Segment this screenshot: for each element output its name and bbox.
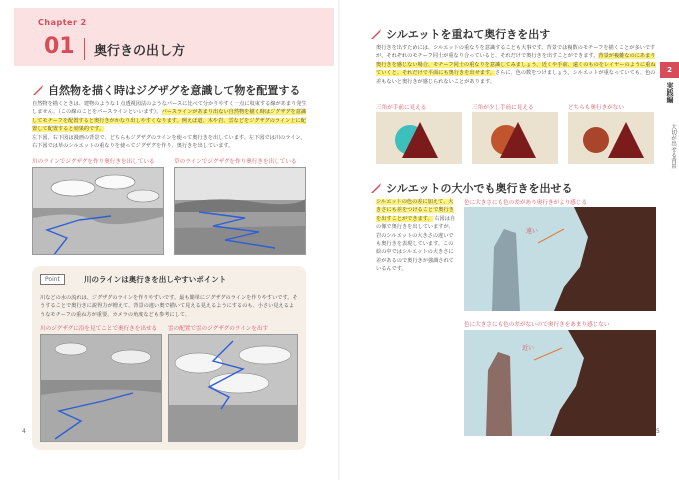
caption-size-difference: 色に大きさにも色の差があり奥行きがより感じる [464, 200, 588, 206]
circle-triangle-2 [472, 112, 558, 164]
silhouette-paragraph-2: さらに、色の数をつけましょう。シルエットが重なっていても、色の差もないと奥行きが感じられないことがあります。 [376, 70, 656, 85]
side-tab-title: 実践編 [666, 82, 674, 103]
caption-triangle-slightly-front: 三角が少し手前に見える [472, 105, 534, 111]
point-caption-2: 雲の配置で雲のジグザグのラインを出す [168, 326, 269, 332]
chapter-title: 奥行きの出し方 [94, 44, 186, 59]
size-body [376, 198, 456, 274]
chapter-number: 01 [44, 34, 75, 59]
size-paragraph: 右図は自の像で奥行きを出していますが、岩のシルエットの大きさの違いでも奥行きを表現しています。この絵の中ではシルエットの大きさに差があるので奥行きが強調されているんです。 [376, 215, 456, 273]
rock-cliff-illustration-1 [464, 207, 656, 311]
silhouette-body [376, 44, 656, 86]
brush-icon [32, 84, 44, 96]
figure-caption-1: 川のラインでジグザグを作り奥行きを出している [32, 159, 155, 165]
body-paragraph-2: 左下図、右下図は漫画の背景で、どちらもジグザグのラインを使って奥行きを出しています。左下図では川のライン、右下図では草のシルエットの重なりを使ってジグザグを作り、奥行きを出しています。 [32, 134, 306, 150]
grass-illustration [175, 168, 306, 255]
section-heading-size-text: シルエットの大小でも奥行きを出せる [386, 182, 573, 195]
shape-example-3 [568, 112, 654, 164]
point-badge: Point [40, 274, 65, 285]
rock-cliff-illustration-2 [464, 330, 656, 436]
right-page [340, 0, 679, 480]
caption-size-no-difference: 色に大きさにも色の差がないので奥行きをあまり感じない [464, 322, 610, 328]
point-caption-1: 川のジグザグに沿を見てことで奥行きを出せる [40, 326, 158, 332]
manga-river-image [32, 167, 164, 255]
point-image-right [168, 334, 298, 442]
circle-triangle-1 [376, 112, 462, 164]
label-far: 遠い [526, 228, 539, 235]
point-image-left [40, 334, 162, 442]
chapter-label: Chapter 2 [38, 18, 87, 27]
page-number-left: 4 [22, 428, 26, 435]
shape-example-1 [376, 112, 462, 164]
section-heading-size [370, 180, 573, 196]
label-near: 近い [522, 345, 535, 352]
silhouette-paragraph-1: 奥行きを出すためには、シルエットの重なりを意識することも大事です。背景では複数のモチーフを描くことが多いですが、それぞれのモチーフ同士が重なり合っていると、それだけで奥行きを出すことができます。 [376, 45, 656, 60]
circle-triangle-3 [568, 112, 654, 164]
figure-caption-2: 草のラインでジグザグを作り奥行きを出している [174, 159, 297, 165]
size-highlight: シルエットの色の差に加えて、大きさにも差をつけることで奥行きを出すことができます。 [376, 199, 454, 222]
manga-grass-image [174, 167, 306, 255]
section-heading-silhouette-text: シルエットを重ねて奥行きを出す [386, 28, 551, 41]
section-heading-text: 自然物を描く時はジグザグを意識して物を配置する [48, 84, 301, 97]
chapter-header [14, 8, 334, 66]
silhouette-image-2 [464, 330, 656, 436]
body-paragraph-1: 自然物を描くときは、建物のような１点透視図法のようなパースに比べて分かりやすく一点に収束する線があまり発生しません。（この線のことをパースラインといいます）。 [32, 101, 307, 116]
caption-no-depth: どちらも奥行きがない [568, 105, 624, 111]
brush-icon [370, 28, 382, 40]
shape-example-2 [472, 112, 558, 164]
chapter-divider [84, 38, 85, 60]
section-body [32, 100, 308, 150]
page-number-right: 5 [656, 428, 660, 435]
silhouette-image-1 [464, 207, 656, 311]
section-heading-silhouette [370, 26, 550, 42]
side-tab-subtitle: 大切が出せる背景 [670, 124, 676, 169]
side-tab-number: 2 [660, 62, 679, 78]
brush-icon [370, 182, 382, 194]
caption-triangle-front: 三角が手前に見える [376, 105, 427, 111]
river-illustration [33, 168, 164, 255]
clouds-illustration [169, 335, 298, 442]
rocks-river-illustration [41, 335, 162, 442]
body-highlight-1: パースラインがあまり出ない自然物を描く時はジグザグを意識してモチーフを配置すると奥行きがかなり出しやすくなります。例えば道、木や岩、雲などをジグザグのライン上に配置して配置すると効果的です。 [32, 109, 307, 133]
point-box [32, 266, 306, 450]
chapter-side-tab [660, 62, 679, 192]
silhouette-highlight: 背景が複雑なのにあまり奥行きを感じない場合、モチーフ同士の重なりを意識してみましょう。近くや手前、遠くのものをレイヤーのように重ねていくと、それだけで平面にも奥行きを出せます。 [376, 53, 656, 77]
section-heading [32, 82, 300, 98]
point-body: 川などの水の流れは、ジグザグのラインを作りやすいです。最も簡単にジグザグのラインを作りやすいです。そうすることで奥行きに説得力が増えて、背景の違い奥で描いて見える見えるようにするのも、小さい見えるようなモチーフの重ね方が重要、カメラの角度なども参考にして、 [40, 295, 298, 318]
point-title: 川のラインは奥行きを出しやすいポイント [84, 275, 227, 284]
